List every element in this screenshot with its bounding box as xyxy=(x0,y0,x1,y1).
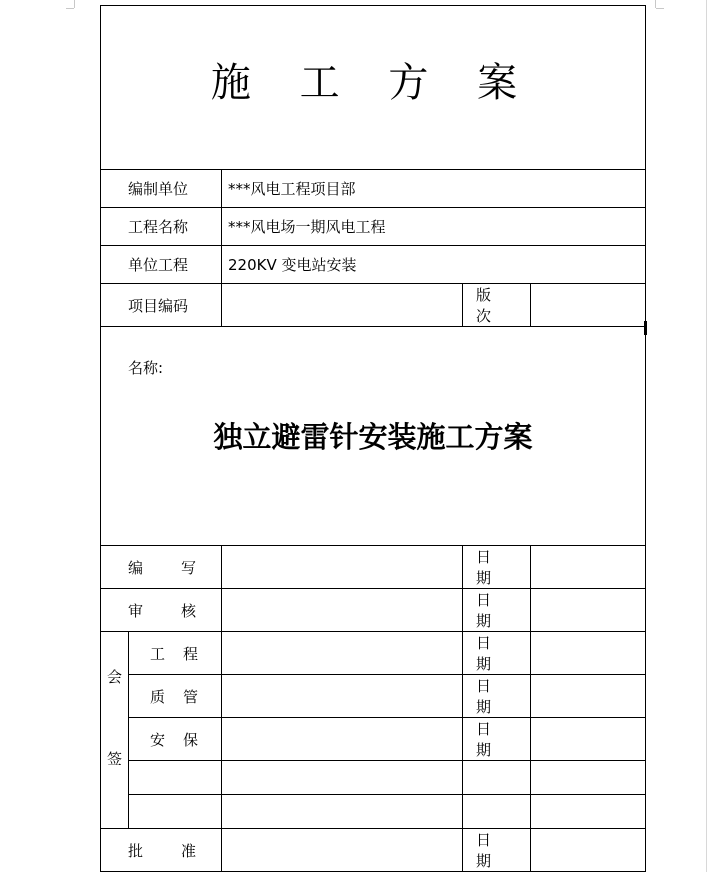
extra-sign-value-2[interactable] xyxy=(222,795,463,829)
code-label: 项目编码 xyxy=(101,284,222,327)
write-date-value[interactable] xyxy=(531,546,646,589)
quality-date-label: 日 期 xyxy=(463,675,531,718)
quality-value[interactable] xyxy=(222,675,463,718)
extra-sign-date-label-1[interactable] xyxy=(463,761,531,795)
countersign-cell xyxy=(101,632,129,829)
subproject-label: 单位工程 xyxy=(101,246,222,284)
safety-date-value[interactable] xyxy=(531,718,646,761)
write-label: 编写 xyxy=(101,546,222,589)
plan-title[interactable]: 独立避雷针安装施工方案 xyxy=(213,420,533,454)
construction-plan-form xyxy=(100,5,646,872)
title-cell xyxy=(101,6,646,170)
countersign-bottom-char: 签 xyxy=(106,750,122,768)
countersign-top-char: 会 xyxy=(106,668,122,686)
extra-sign-date-value-1[interactable] xyxy=(531,761,646,795)
version-label: 版 次 xyxy=(463,284,531,327)
subproject-value[interactable]: 220KV 变电站安装 xyxy=(222,246,646,284)
text-cursor xyxy=(644,321,647,335)
extra-sign-value-1[interactable] xyxy=(222,761,463,795)
extra-sign-label-2[interactable] xyxy=(129,795,222,829)
name-label: 名称: xyxy=(128,359,164,377)
name-section xyxy=(101,327,646,546)
document-title: 施 工 方 案 xyxy=(210,60,536,106)
review-value[interactable] xyxy=(222,589,463,632)
engineering-label: 工程 xyxy=(129,632,222,675)
review-date-label: 日 期 xyxy=(463,589,531,632)
engineering-date-label: 日 期 xyxy=(463,632,531,675)
extra-sign-label-1[interactable] xyxy=(129,761,222,795)
review-label: 审核 xyxy=(101,589,222,632)
write-date-label: 日 期 xyxy=(463,546,531,589)
unit-label: 编制单位 xyxy=(101,170,222,208)
engineering-value[interactable] xyxy=(222,632,463,675)
safety-value[interactable] xyxy=(222,718,463,761)
approve-value[interactable] xyxy=(222,829,463,872)
approve-date-label: 日 期 xyxy=(463,829,531,872)
engineering-date-value[interactable] xyxy=(531,632,646,675)
project-value[interactable]: ***风电场一期风电工程 xyxy=(222,208,646,246)
project-label: 工程名称 xyxy=(101,208,222,246)
safety-date-label: 日 期 xyxy=(463,718,531,761)
approve-date-value[interactable] xyxy=(531,829,646,872)
approve-label: 批准 xyxy=(101,829,222,872)
write-value[interactable] xyxy=(222,546,463,589)
version-value[interactable] xyxy=(531,284,646,327)
safety-label: 安保 xyxy=(129,718,222,761)
review-date-value[interactable] xyxy=(531,589,646,632)
quality-date-value[interactable] xyxy=(531,675,646,718)
extra-sign-date-value-2[interactable] xyxy=(531,795,646,829)
unit-value[interactable]: ***风电工程项目部 xyxy=(222,170,646,208)
quality-label: 质管 xyxy=(129,675,222,718)
page-edge xyxy=(706,0,707,872)
extra-sign-date-label-2[interactable] xyxy=(463,795,531,829)
code-value[interactable] xyxy=(222,284,463,327)
